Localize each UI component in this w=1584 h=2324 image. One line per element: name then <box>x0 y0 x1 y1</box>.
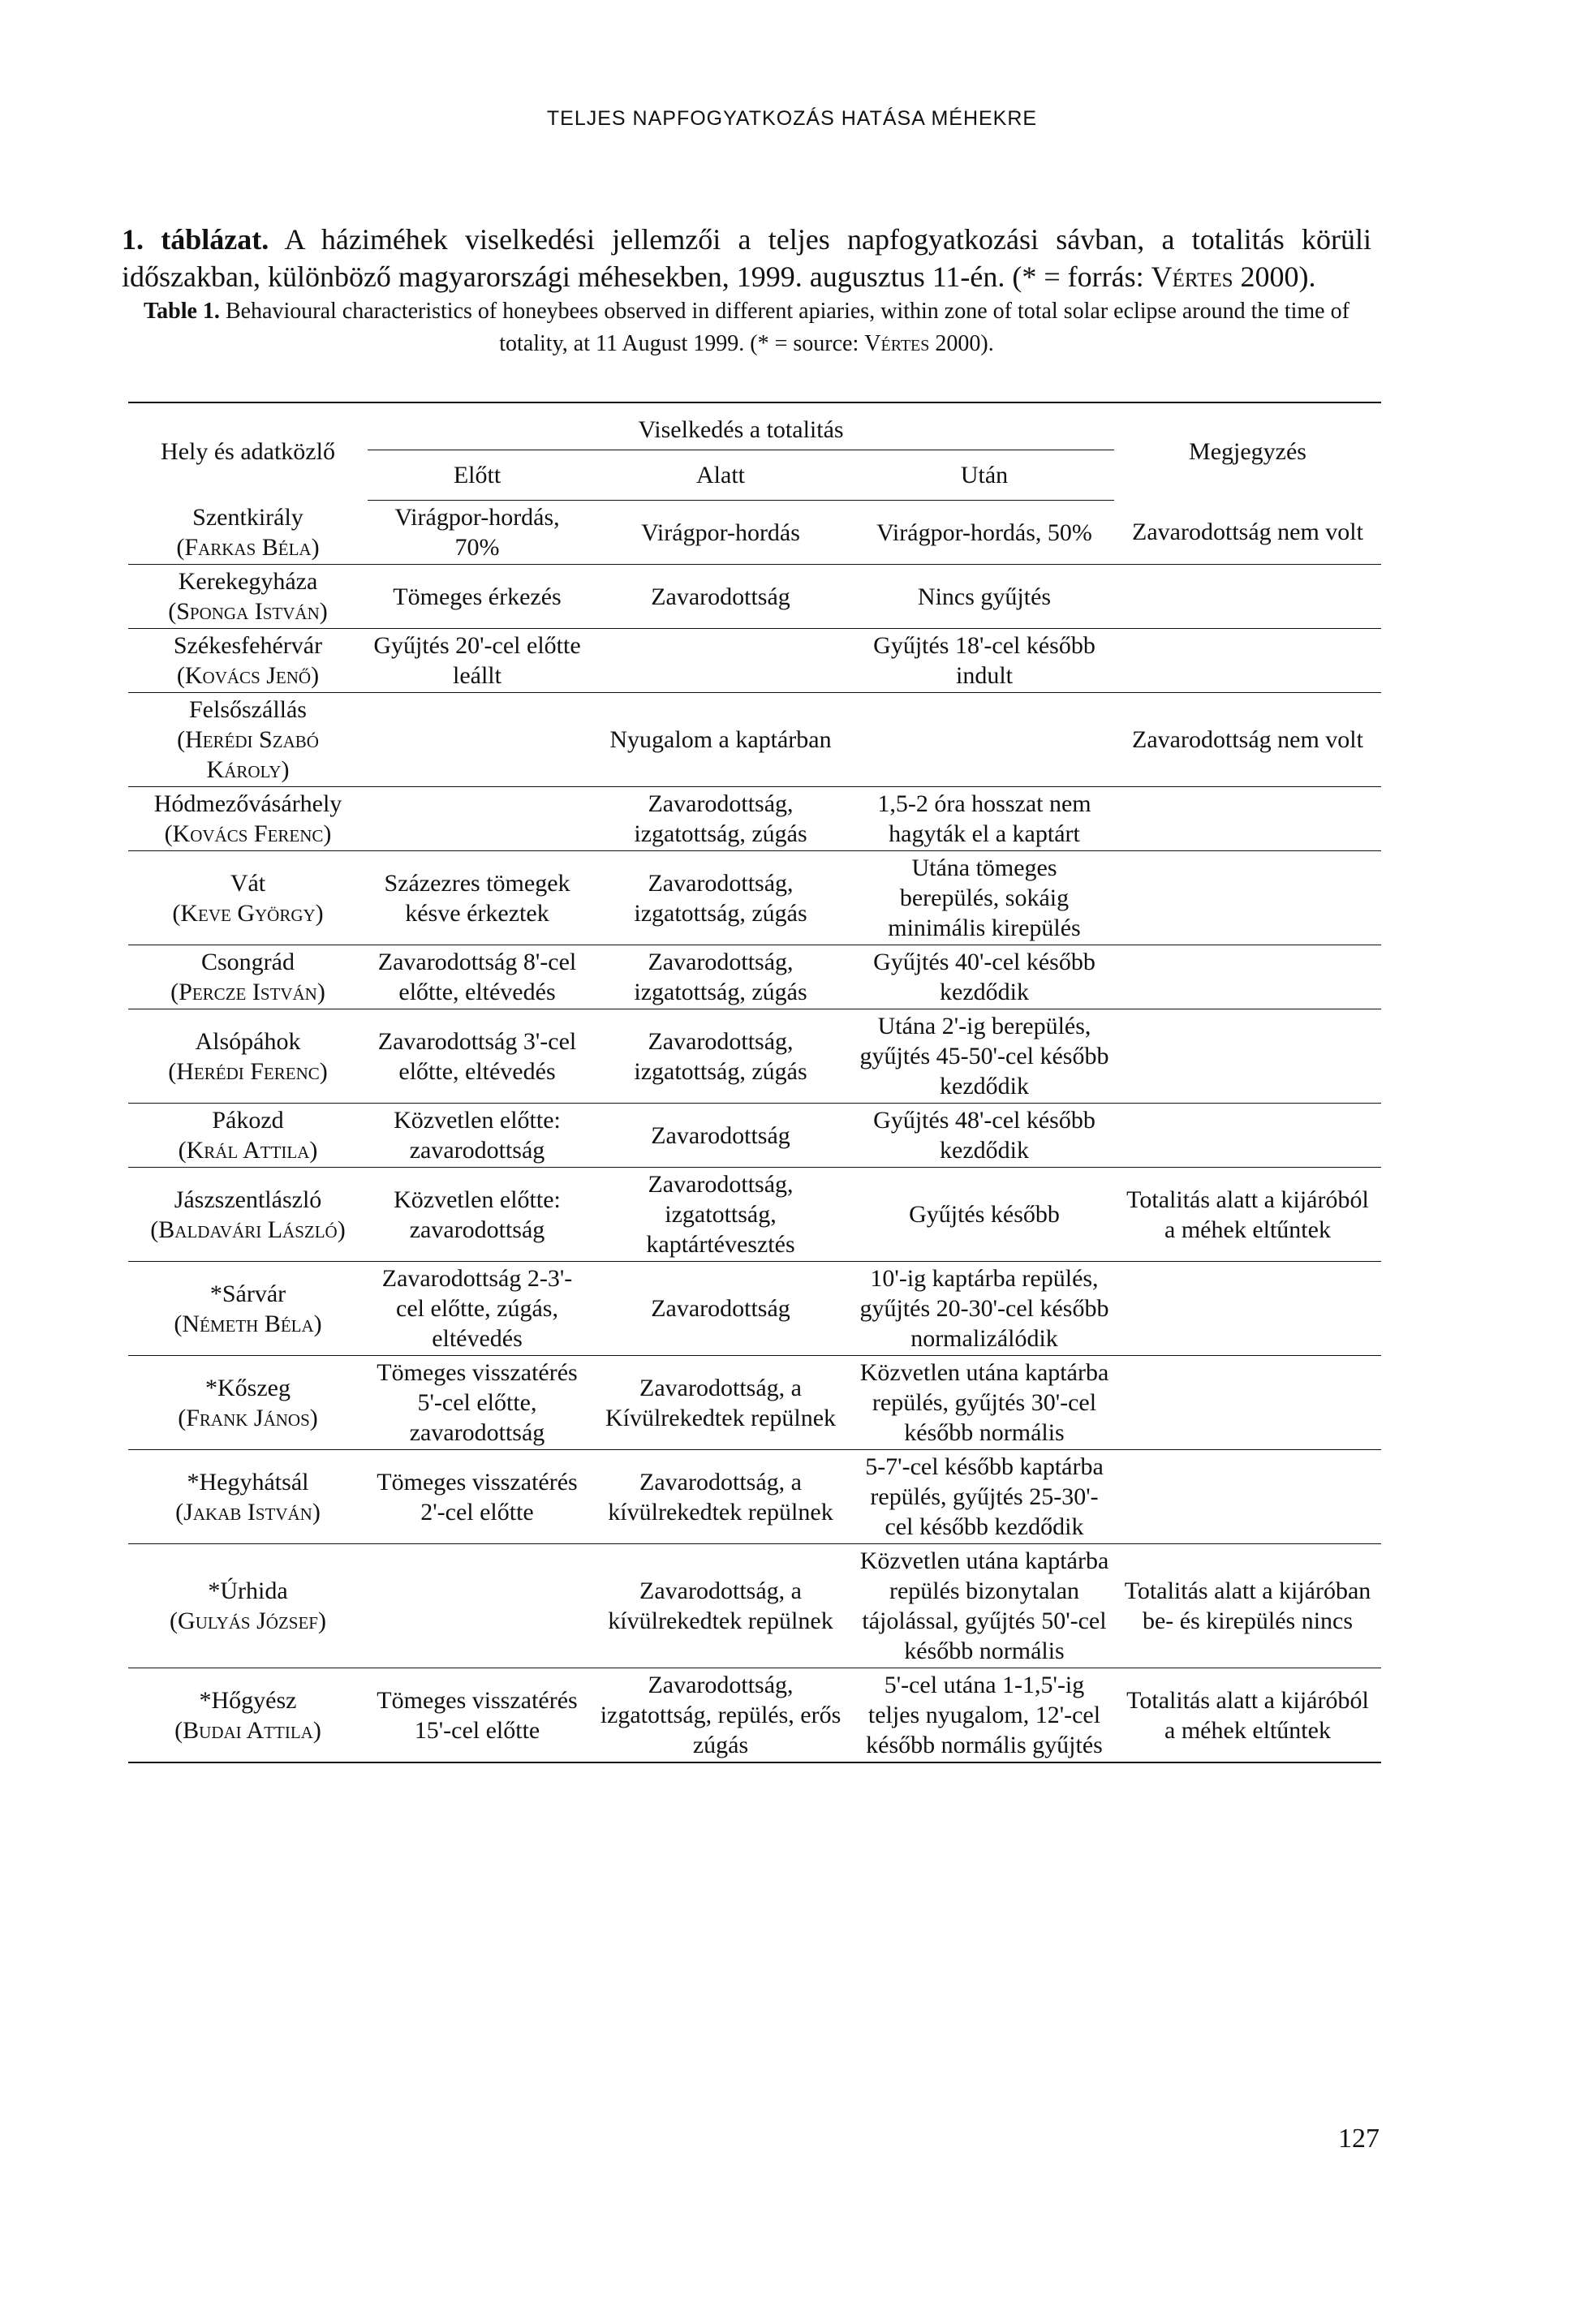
observer-name: (Budai Attila) <box>174 1716 321 1744</box>
cell-after: Nincs gyűjtés <box>854 565 1114 629</box>
cell-during <box>587 629 854 693</box>
cell-place <box>128 501 368 565</box>
cell-after: Gyűjtés 48'-cel később kezdődik <box>854 1104 1114 1168</box>
cell-before: Zavarodottság 3'-cel előtte, eltévedés <box>368 1009 587 1104</box>
cell-during: Nyugalom a kaptárban <box>587 693 854 787</box>
cell-place <box>128 693 368 787</box>
cell-during: Zavarodottság, izgatottság, zúgás <box>587 787 854 851</box>
place-name: Alsópáhok <box>195 1027 301 1055</box>
cell-after: Utána 2'-ig berepülés, gyűjtés 45-50'-cel később kezdődik <box>854 1009 1114 1104</box>
observer-name: (Kovács Jenő) <box>176 662 320 689</box>
header-before: Előtt <box>368 450 587 501</box>
cell-place <box>128 629 368 693</box>
place-name: *Úrhida <box>208 1577 288 1604</box>
cell-after: Gyűjtés 40'-cel később kezdődik <box>854 945 1114 1009</box>
cell-after: Utána tömeges berepülés, sokáig minimális kirepülés <box>854 851 1114 945</box>
observer-name: (Gulyás József) <box>170 1607 326 1634</box>
cell-during: Zavarodottság, izgatottság, repülés, erős zúgás <box>587 1668 854 1763</box>
cell-place <box>128 1668 368 1763</box>
cell-place <box>128 945 368 1009</box>
cell-note: Totalitás alatt a kijáróból a méhek eltűntek <box>1114 1668 1381 1763</box>
running-header: TELJES NAPFOGYATKOZÁS HATÁSA MÉHEKRE <box>546 107 1038 130</box>
caption-hu-source: Vértes <box>1151 260 1233 293</box>
cell-place <box>128 1104 368 1168</box>
cell-place <box>128 1262 368 1356</box>
place-name: Kerekegyháza <box>178 568 318 595</box>
table-row <box>128 1668 1381 1763</box>
cell-after: Közvetlen utána kaptárba repülés bizonytalan tájolással, gyűjtés 50'-cel később normális <box>854 1544 1114 1668</box>
cell-before: Tömeges visszatérés 15'-cel előtte <box>368 1668 587 1763</box>
table-row <box>128 1009 1381 1104</box>
observer-name: (Percze István) <box>170 979 325 1005</box>
cell-place <box>128 1450 368 1544</box>
cell-place <box>128 1168 368 1262</box>
cell-place <box>128 1356 368 1450</box>
cell-before: Közvetlen előtte: zavarodottság <box>368 1104 587 1168</box>
header-during: Alatt <box>587 450 854 501</box>
table-row <box>128 1450 1381 1544</box>
observer-name: (Herédi Ferenc) <box>168 1057 328 1085</box>
table-body <box>128 501 1381 1763</box>
cell-before: Virágpor-hordás, 70% <box>368 501 587 565</box>
cell-during: Zavarodottság, izgatottság, zúgás <box>587 945 854 1009</box>
place-name: Pákozd <box>212 1107 284 1134</box>
cell-after <box>854 693 1114 787</box>
cell-note <box>1114 945 1381 1009</box>
cell-during: Virágpor-hordás <box>587 501 854 565</box>
cell-place <box>128 565 368 629</box>
cell-place <box>128 1544 368 1668</box>
table-row <box>128 851 1381 945</box>
cell-note: Totalitás alatt a kijáróban be- és kirepülés nincs <box>1114 1544 1381 1668</box>
place-name: Jászszentlászló <box>174 1186 322 1213</box>
place-name: *Kőszeg <box>205 1374 291 1401</box>
observer-name: (Németh Béla) <box>174 1310 322 1337</box>
observer-name: (Keve György) <box>172 899 324 927</box>
cell-note <box>1114 1009 1381 1104</box>
cell-during: Zavarodottság, izgatottság, kaptártévesztés <box>587 1168 854 1262</box>
cell-after: 1,5-2 óra hosszat nem hagyták el a kaptárt <box>854 787 1114 851</box>
cell-during: Zavarodottság <box>587 1262 854 1356</box>
cell-before <box>368 693 587 787</box>
cell-after: Gyűjtés később <box>854 1168 1114 1262</box>
cell-note <box>1114 1356 1381 1450</box>
table-row <box>128 1104 1381 1168</box>
behaviour-table <box>128 402 1381 1763</box>
cell-during: Zavarodottság <box>587 1104 854 1168</box>
header-group-behaviour: Viselkedés a totalitás <box>368 402 1114 450</box>
place-name: *Hőgyész <box>199 1686 297 1714</box>
place-name: Felsőszállás <box>189 696 307 723</box>
cell-after: Gyűjtés 18'-cel később indult <box>854 629 1114 693</box>
cell-note: Zavarodottság nem volt <box>1114 693 1381 787</box>
cell-note: Zavarodottság nem volt <box>1114 501 1381 565</box>
caption-en-end: 2000). <box>929 331 994 356</box>
cell-place <box>128 1009 368 1104</box>
caption-english <box>122 295 1371 360</box>
observer-name: (Kovács Ferenc) <box>164 820 332 847</box>
table-row <box>128 693 1381 787</box>
table-row <box>128 501 1381 565</box>
caption-hu-end: 2000). <box>1233 260 1316 293</box>
cell-after: 5'-cel utána 1-1,5'-ig teljes nyugalom, 12'-cel később normális gyűjtés <box>854 1668 1114 1763</box>
cell-place <box>128 787 368 851</box>
cell-during: Zavarodottság, a Kívülrekedtek repülnek <box>587 1356 854 1450</box>
cell-before: Százezres tömegek késve érkeztek <box>368 851 587 945</box>
observer-name: (Frank János) <box>178 1404 318 1431</box>
cell-before: Tömeges visszatérés 5'-cel előtte, zavarodottság <box>368 1356 587 1450</box>
observer-name: (Král Attila) <box>178 1137 318 1164</box>
cell-before: Gyűjtés 20'-cel előtte leállt <box>368 629 587 693</box>
cell-after: 5-7'-cel később kaptárba repülés, gyűjtés 25-30'-cel később kezdődik <box>854 1450 1114 1544</box>
observer-name: (Jakab István) <box>175 1498 321 1526</box>
cell-during: Zavarodottság, izgatottság, zúgás <box>587 1009 854 1104</box>
cell-during: Zavarodottság <box>587 565 854 629</box>
cell-before <box>368 1544 587 1668</box>
place-name: *Sárvár <box>209 1280 286 1307</box>
table-row <box>128 1262 1381 1356</box>
place-name: Székesfehérvár <box>173 632 323 659</box>
place-name: Csongrád <box>201 949 295 975</box>
caption-en-label: Table 1. <box>144 299 220 324</box>
cell-note <box>1114 851 1381 945</box>
cell-note <box>1114 787 1381 851</box>
table-row <box>128 1168 1381 1262</box>
observer-name: (Sponga István) <box>168 598 328 625</box>
cell-note <box>1114 1450 1381 1544</box>
cell-before: Tömeges érkezés <box>368 565 587 629</box>
place-name: Szentkirály <box>192 503 303 531</box>
caption-hu-text: A háziméhek viselkedési jellemzői a teljes napfogyatkozási sávban, a totalitás körüli időszakban, különböző magyarországi méhesekben, 1999. augusztus 11-én. (* = forrás: <box>122 223 1371 293</box>
cell-note <box>1114 1104 1381 1168</box>
header-place: Hely és adatközlő <box>128 402 368 501</box>
cell-before: Zavarodottság 8'-cel előtte, eltévedés <box>368 945 587 1009</box>
caption-en-source: Vértes <box>864 331 930 356</box>
place-name: *Hegyhátsál <box>187 1468 309 1496</box>
cell-before <box>368 787 587 851</box>
cell-note <box>1114 565 1381 629</box>
cell-after: Virágpor-hordás, 50% <box>854 501 1114 565</box>
page-number: 127 <box>1338 2124 1380 2154</box>
cell-during: Zavarodottság, a kívülrekedtek repülnek <box>587 1450 854 1544</box>
place-name: Vát <box>230 869 266 897</box>
cell-place <box>128 851 368 945</box>
cell-note <box>1114 1262 1381 1356</box>
header-after: Után <box>854 450 1114 501</box>
header-note: Megjegyzés <box>1114 402 1381 501</box>
cell-after: Közvetlen utána kaptárba repülés, gyűjtés 30'-cel később normális <box>854 1356 1114 1450</box>
table-row <box>128 1356 1381 1450</box>
observer-name: (Herédi Szabó Károly) <box>177 726 319 783</box>
cell-note <box>1114 629 1381 693</box>
cell-during: Zavarodottság, a kívülrekedtek repülnek <box>587 1544 854 1668</box>
table-row <box>128 945 1381 1009</box>
table-row <box>128 565 1381 629</box>
cell-after: 10'-ig kaptárba repülés, gyűjtés 20-30'-cel később normalizálódik <box>854 1262 1114 1356</box>
cell-during: Zavarodottság, izgatottság, zúgás <box>587 851 854 945</box>
cell-before: Zavarodottság 2-3'-cel előtte, zúgás, eltévedés <box>368 1262 587 1356</box>
table-row <box>128 629 1381 693</box>
caption-en-text: Behavioural characteristics of honeybees observed in different apiaries, within zone of total solar eclipse around the time of totality, at 11 August 1999. (* = source: <box>225 299 1349 356</box>
caption-hu-label: 1. táblázat. <box>122 223 269 256</box>
caption-hungarian <box>122 221 1371 295</box>
table-row <box>128 787 1381 851</box>
cell-note: Totalitás alatt a kijáróból a méhek eltűntek <box>1114 1168 1381 1262</box>
place-name: Hódmezővásárhely <box>153 790 342 817</box>
cell-before: Tömeges visszatérés 2'-cel előtte <box>368 1450 587 1544</box>
table-row <box>128 1544 1381 1668</box>
observer-name: (Baldavári László) <box>150 1216 346 1243</box>
observer-name: (Farkas Béla) <box>176 533 320 561</box>
cell-before: Közvetlen előtte: zavarodottság <box>368 1168 587 1262</box>
